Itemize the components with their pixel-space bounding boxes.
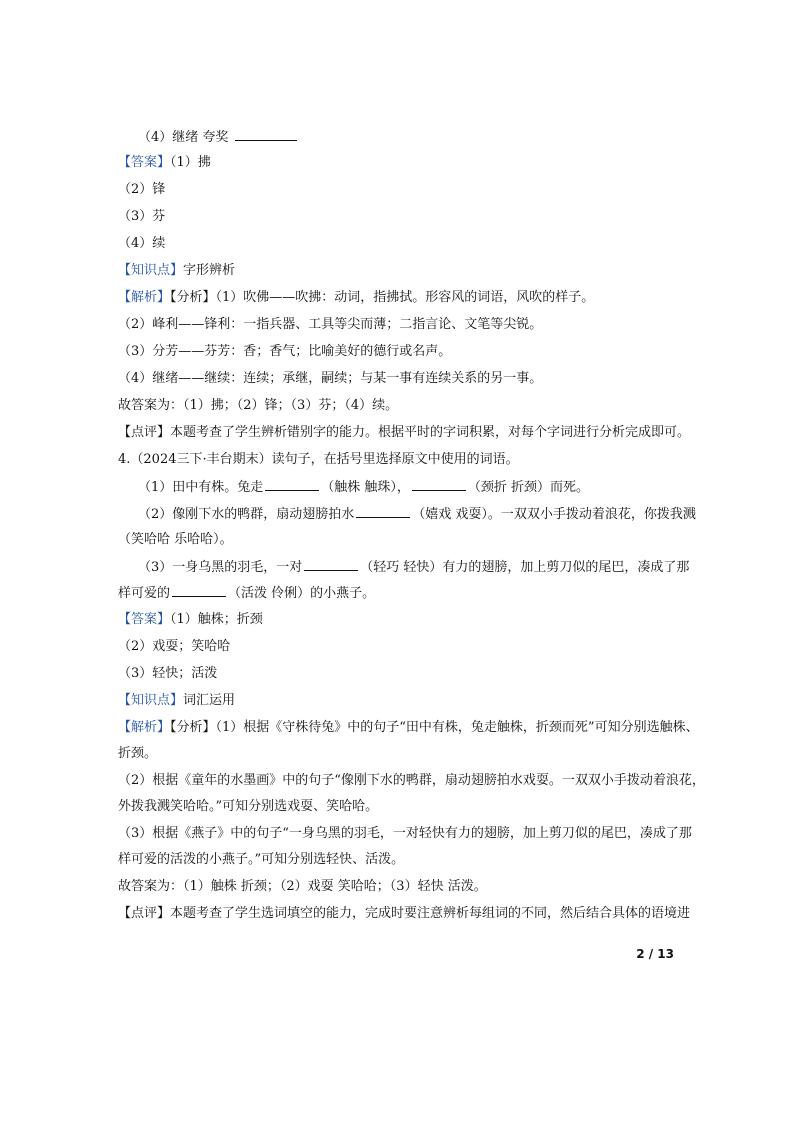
answer-blank [356,506,410,518]
q4-comment: 本题考查了学生选词填空的能力，完成时要注意辨析每组词的不同，然后结合具体的语境进 [170,906,691,921]
q4-sentence-3-cont [118,585,375,602]
q4-sentence-2-cont [118,532,233,548]
q4-sentence-3 [138,559,689,576]
q4-analysis-6: 样可爱的活泼的小燕子。”可知分别选轻快、活泼。 [118,852,405,867]
answer-tag: 【答案】 [118,612,171,627]
q3-comment: 本题考查了学生辨析错别字的能力。根据平时的字词积累，对每个字词进行分析完成即可。 [170,425,691,440]
q4-knowledge-line [118,693,235,709]
answer-blank [412,479,466,491]
q4-analysis-2: 折颈。 [118,746,158,761]
answer-blank [265,479,319,491]
q4-s3-part-a: （3）一身乌黑的羽毛，一对 [138,560,303,575]
q3-analysis-1: 【分析】（1）吹佛——吹拂：动词，指拂拭。形容风的词语，风吹的样子。 [170,290,595,305]
q3-analysis-4: （4）继绪——继续：连续；承继，嗣续；与某一事有连续关系的另一事。 [118,371,543,386]
q4-s2-part-c: （笑哈哈 乐哈哈）。 [118,532,233,547]
q4-analysis-5: （3）根据《燕子》中的句子“一身乌黑的羽毛，一对轻快有力的翅膀，加上剪刀似的尾巴，凑成了那 [118,826,692,841]
q4-analysis-3: （2）根据《童年的水墨画》中的句子“像刚下水的鸭群，扇动翅膀拍水戏耍。一双双小手拨动着浪花， [118,773,705,788]
q4-s1-part-c: （颈折 折颈）而死。 [467,480,590,495]
q4-analysis-4: 外拨我溅笑哈哈。”可知分别选戏耍、笑哈哈。 [118,799,379,814]
q3-answer-line [118,155,211,171]
q4-stem: 4.（2024三下·丰台期末）读句子，在括号里选择原文中使用的词语。 [118,452,519,467]
q4-answer-line [118,612,263,628]
knowledge-tag: 【知识点】 [118,693,184,708]
answer-tag: 【答案】 [118,155,171,170]
knowledge-tag: 【知识点】 [118,263,184,278]
q4-s1-part-a: （1）田中有株。兔走 [138,480,264,495]
q4-s3-part-c: 样可爱的 [118,586,171,601]
q4-s3-part-d: （活泼 伶俐）的小燕子。 [228,586,376,601]
q4-s2-part-b: （嬉戏 戏耍）。一双双小手拨动着浪花，你拨我溅 [412,507,696,522]
q4-sentence-1 [138,479,589,496]
q3-answer-2: （2）锋 [118,182,166,197]
q3-answer-3: （3）芬 [118,209,166,224]
comment-tag: 【点评】 [118,425,171,440]
answer-blank [235,129,297,141]
q3-analysis-3: （3）分芳——芬芳：香；香气；比喻美好的德行或名声。 [118,344,452,359]
q3-knowledge: 字形辨析 [183,263,236,278]
q4-analysis-1: 【分析】（1）根据《守株待兔》中的句子“田中有株，兔走触株，折颈而死”可知分别选触株、 [170,720,699,735]
q4-knowledge: 词汇运用 [183,693,236,708]
q3-knowledge-line [118,263,235,279]
q4-analysis-line [118,720,699,736]
q3-answer-4: （4）续 [118,236,166,251]
q3-item4-text: （4）继绪 夸奖 [138,130,229,145]
q4-final-answer: 故答案为：（1）触株 折颈；（2）戏耍 笑哈哈；（3）轻快 活泼。 [118,879,487,894]
q4-comment-line [118,906,690,922]
q4-sentence-2 [138,506,696,523]
q4-s1-part-b: （触株 触珠）， [321,480,410,495]
q4-answer-2: （2）戏耍；笑哈哈 [118,639,231,654]
analysis-tag: 【解析】 [118,720,171,735]
q4-s3-part-b: （轻巧 轻快）有力的翅膀，加上剪刀似的尾巴，凑成了那 [360,560,690,575]
q3-analysis-line [118,290,594,306]
q4-s2-part-a: （2）像刚下水的鸭群，扇动翅膀拍水 [138,507,355,522]
q4-answer-1: （1）触株；折颈 [170,612,263,627]
q3-final-answer: 故答案为：（1）拂；（2）锋；（3）芬；（4）续。 [118,398,399,413]
analysis-tag: 【解析】 [118,290,171,305]
q3-item4 [138,129,299,146]
answer-blank [172,585,226,597]
q3-comment-line [118,425,690,441]
q3-answer-1: （1）拂 [170,155,211,170]
q3-analysis-2: （2）峰利——锋利：一指兵器、工具等尖而薄；二指言论、文笔等尖锐。 [118,317,543,332]
answer-blank [304,559,358,571]
comment-tag: 【点评】 [118,906,171,921]
page-number: 2 / 13 [636,947,674,961]
q4-answer-3: （3）轻快；活泼 [118,666,218,681]
